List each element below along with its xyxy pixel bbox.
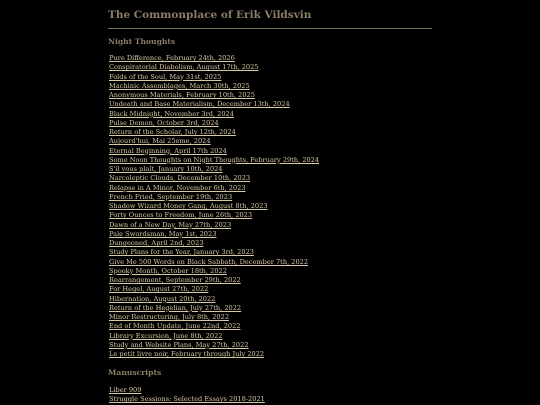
list-item	[109, 341, 319, 350]
header-divider	[108, 28, 432, 29]
list-item	[109, 202, 319, 211]
night-thought-link[interactable]: Study and Website Plans, May 27th, 2022	[109, 340, 249, 349]
night-thought-link[interactable]: S'il vous plaît, January 10th, 2024	[109, 165, 223, 173]
night-thought-link[interactable]: Narcoleptic Clouds, December 10th, 2023	[109, 174, 251, 183]
list-item	[109, 91, 319, 100]
night-thought-link[interactable]: Rearrangement, September 29th, 2022	[109, 276, 241, 284]
list-item	[109, 128, 319, 137]
list-item	[109, 350, 319, 359]
list-item	[109, 395, 265, 404]
night-thought-link[interactable]: Black Midnight, November 3rd, 2024	[109, 109, 234, 118]
list-item	[109, 221, 319, 230]
list-item	[109, 248, 319, 257]
night-thought-link[interactable]: Folds of the Soul, May 31st, 2025	[109, 72, 222, 81]
night-thought-link[interactable]: Spooky Month, October 18th, 2022	[109, 266, 227, 275]
list-item	[109, 165, 319, 174]
list-item	[109, 295, 319, 304]
night-thought-link[interactable]: Conspiratorial Diabolism, August 17th, 2025	[109, 63, 259, 72]
site-title: The Commonplace of Erik Vildsvin	[108, 9, 312, 21]
night-thought-link[interactable]: Some Noon Thoughts on Night Thoughts, February 29th, 2024	[109, 155, 320, 164]
list-item	[109, 119, 319, 128]
night-thought-link[interactable]: Minor Restructuring, July 8th, 2022	[109, 313, 230, 321]
list-item	[109, 100, 319, 109]
night-thought-link[interactable]: Pulse Demon, October 3rd, 2024	[109, 118, 219, 127]
night-thought-link[interactable]: For Hegel, August 27th, 2022	[109, 285, 209, 294]
night-thought-link[interactable]: Pure Difference, February 24th, 2026	[109, 54, 235, 62]
night-thought-link[interactable]: Return of the Scholar, July 12th, 2024	[109, 128, 236, 136]
list-item	[109, 285, 319, 294]
night-thought-link[interactable]: End of Month Update, June 22nd, 2022	[109, 322, 241, 331]
list-item	[109, 239, 319, 248]
night-thoughts-heading: Night Thoughts	[108, 37, 176, 46]
list-item	[109, 258, 319, 267]
list-item	[109, 386, 265, 395]
night-thought-link[interactable]: Eternal Beginning, April 17th 2024	[109, 146, 227, 155]
list-item	[109, 110, 319, 119]
night-thought-link[interactable]: Forty Ounces to Freedom, June 26th, 2023	[109, 211, 253, 220]
night-thought-link[interactable]: Dungeoned, April 2nd, 2023	[109, 239, 204, 247]
night-thought-link[interactable]: Machinic Assemblages, March 30th, 2025	[109, 81, 250, 90]
list-item	[109, 54, 319, 63]
night-thought-link[interactable]: Library Excursion, June 8th, 2022	[109, 331, 223, 340]
night-thought-link[interactable]: Anonymous Materials, February 10th, 2025	[109, 91, 255, 99]
night-thought-link[interactable]: Le petit livre noir, February through July 2022	[109, 350, 265, 358]
list-item	[109, 63, 319, 72]
list-item	[109, 156, 319, 165]
list-item	[109, 304, 319, 313]
manuscript-link[interactable]: Liber 909	[109, 386, 142, 394]
night-thought-link[interactable]: Dawn of a New Day, May 27th, 2023	[109, 220, 232, 229]
night-thought-link[interactable]: Pale Swordsman, May 1st, 2023	[109, 229, 217, 238]
night-thought-link[interactable]: Study Plans for the Year, January 3rd, 2023	[109, 248, 254, 257]
night-thought-link[interactable]: Shadow Wizard Money Gang, August 8th, 2023	[109, 202, 268, 210]
list-item	[109, 332, 319, 341]
manuscripts-list	[109, 386, 265, 405]
list-item	[109, 147, 319, 156]
list-item	[109, 322, 319, 331]
night-thought-link[interactable]: Hibernation, August 20th, 2022	[109, 294, 216, 303]
list-item	[109, 184, 319, 193]
night-thought-link[interactable]: Aujourd'hui, Mai 25eme, 2024	[109, 137, 211, 146]
manuscripts-heading: Manuscripts	[108, 368, 162, 377]
manuscript-link[interactable]: Struggle Sessions: Selected Essays 2018-2021	[109, 395, 265, 404]
night-thought-link[interactable]: French Fried, September 19th, 2023	[109, 192, 233, 201]
list-item	[109, 230, 319, 239]
list-item	[109, 313, 319, 322]
list-item	[109, 193, 319, 202]
list-item	[109, 82, 319, 91]
list-item	[109, 174, 319, 183]
list-item	[109, 211, 319, 220]
list-item	[109, 73, 319, 82]
night-thought-link[interactable]: Relapse in A Minor, November 6th, 2023	[109, 183, 246, 192]
night-thoughts-list	[109, 54, 319, 359]
list-item	[109, 276, 319, 285]
night-thought-link[interactable]: Give Me 500 Words on Black Sabbath, December 7th, 2022	[109, 257, 309, 266]
night-thought-link[interactable]: Undeath and Base Materialism, December 13th, 2024	[109, 100, 290, 109]
list-item	[109, 137, 319, 146]
night-thought-link[interactable]: Return of the Hegelian, July 27th, 2022	[109, 303, 242, 312]
list-item	[109, 267, 319, 276]
